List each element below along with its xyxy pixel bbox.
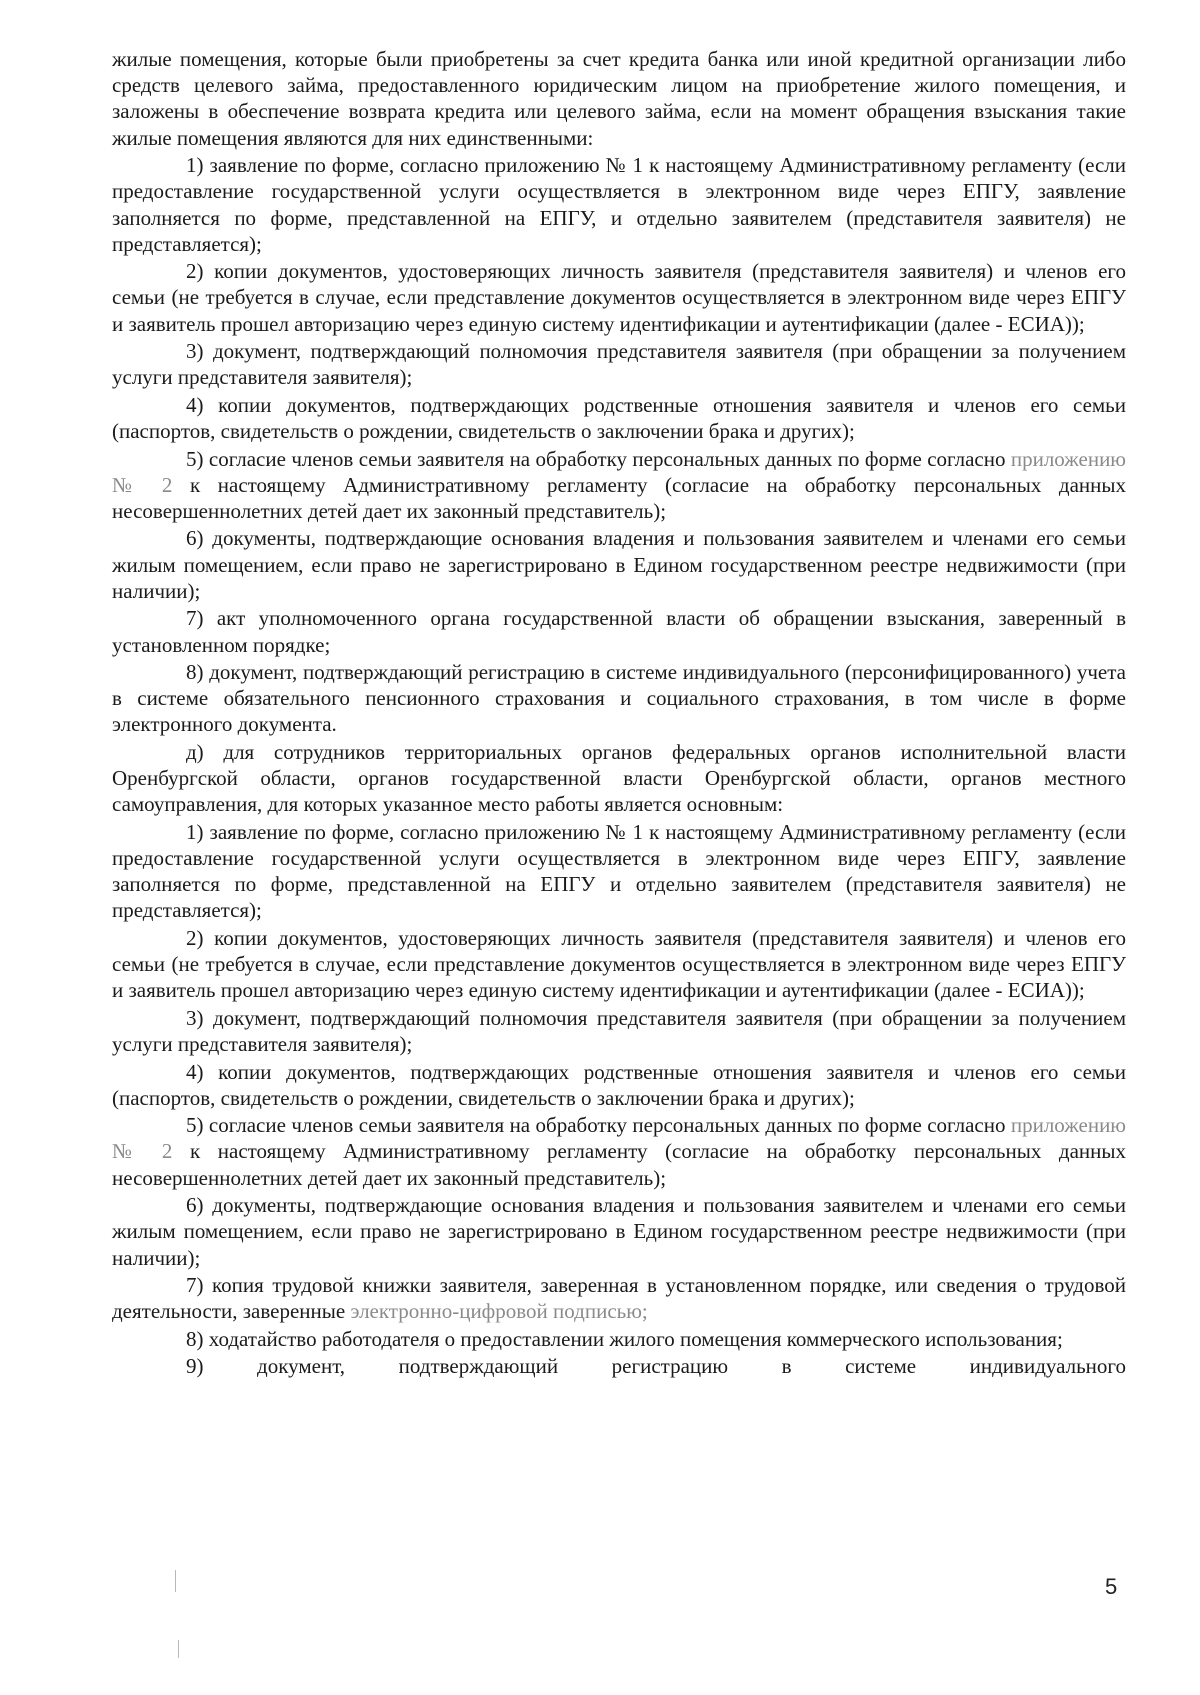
list-item-d-6: 6) документы, подтверждающие основания владения и пользования заявителем и членами его семьи жилым помещением, если право не зарегистрировано в Едином государственном реестре недвижимости (при наличии); <box>112 1193 1126 1270</box>
scan-mark <box>178 1640 179 1658</box>
list-item-d-2: 2) копии документов, удостоверяющих личность заявителя (представителя заявителя) и членов его семьи (не требуется в случае, если представление документов осуществляется в электронном виде через ЕПГУ и заявитель прошел авторизацию через единую систему идентификации и аутентификации (далее - ЕСИА)); <box>112 925 1126 1003</box>
list-item-d-3: 3) документ, подтверждающий полномочия представителя заявителя (при обращении за получением услуги представителя заявителя); <box>112 1005 1126 1057</box>
scan-mark <box>175 1570 176 1592</box>
list-item-7: 7) акт уполномоченного органа государственной власти об обращении взыскания, заверенный в установленном порядке; <box>112 606 1126 657</box>
section-d: д) для сотрудников территориальных органов федеральных органов исполнительной власти Оренбургской области, органов государственной власти Оренбургской области, органов местного самоуправления, для которых указанное место работы является основным: <box>112 739 1126 817</box>
appendix-link: приложению № 2 <box>112 1113 1126 1164</box>
list-item-d-7 <box>112 1272 1126 1324</box>
list-item-d-8: 8) ходатайство работодателя о предоставлении жилого помещения коммерческого использования; <box>186 1326 1063 1351</box>
page-number: 5 <box>1105 1574 1118 1599</box>
list-item-6: 6) документы, подтверждающие основания владения и пользования заявителем и членами его семьи жилым помещением, если право не зарегистрировано в Едином государственном реестре недвижимости (при наличии); <box>112 526 1126 603</box>
list-item-5 <box>112 446 1126 525</box>
list-item-5-text: 5) согласие членов семьи заявителя на обработку персональных данных по форме согласно <box>186 446 1006 471</box>
list-item-d-5-text-end: к настоящему Административному регламенту (согласие на обработку персональных данных несовершеннолетних детей дает их законный представитель); <box>112 1139 1127 1190</box>
list-item-d-5 <box>112 1112 1126 1191</box>
list-item-1: 1) заявление по форме, согласно приложению № 1 к настоящему Административному регламенту (если предоставление государственной услуги осуществляется в электронном виде через ЕПГУ, заявление заполняется по форме, представленной на ЕПГУ, и отдельно заявителем (представителя заявителя) не представляется); <box>112 153 1126 256</box>
document-body <box>112 46 1126 1381</box>
list-item-4: 4) копии документов, подтверждающих родственные отношения заявителя и членов его семьи (паспортов, свидетельств о рождении, свидетельств о заключении брака и других); <box>112 392 1126 444</box>
signature-term: электронно-цифровой подписью; <box>350 1299 648 1324</box>
list-item-d-7-text: 7) копия трудовой книжки заявителя, заверенная в установленном порядке, или сведения о трудовой деятельности, заверенные <box>112 1273 1126 1324</box>
list-item-d-5-text: 5) согласие членов семьи заявителя на обработку персональных данных по форме согласно <box>186 1113 1006 1138</box>
list-item-d-4: 4) копии документов, подтверждающих родственные отношения заявителя и членов его семьи (паспортов, свидетельств о рождении, свидетельств о заключении брака и других); <box>112 1059 1126 1110</box>
list-item-2: 2) копии документов, удостоверяющих личность заявителя (представителя заявителя) и членов его семьи (не требуется в случае, если представление документов осуществляется в электронном виде через ЕПГУ и заявитель прошел авторизацию через единую систему идентификации и аутентификации (далее - ЕСИА)); <box>112 259 1126 336</box>
list-item-d-9: 9) документ, подтверждающий регистрацию в системе индивидуального <box>186 1354 1126 1379</box>
paragraph-intro: жилые помещения, которые были приобретены за счет кредита банка или иной кредитной организации либо средств целевого займа, предоставленного юридическим лицом на приобретение жилого помещения, и заложены в обеспечение возврата кредита или целевого займа, если на момент обращения взыскания такие жилые помещения являются для них единственными: <box>112 47 1126 150</box>
appendix-link: приложению № 2 <box>112 446 1126 497</box>
list-item-8: 8) документ, подтверждающий регистрацию в системе индивидуального (персонифицированного) учета в системе обязательного пенсионного страхования и социального страхования, в том числе в форме электронного документа. <box>112 660 1126 737</box>
list-item-5-text-end: к настоящему Административному регламенту (согласие на обработку персональных данных несовершеннолетних детей дает их законный представитель); <box>112 472 1127 523</box>
list-item-d-1: 1) заявление по форме, согласно приложению № 1 к настоящему Административному регламенту (если предоставление государственной услуги осуществляется в электронном виде через ЕПГУ, заявление заполняется по форме, представленной на ЕПГУ и отдельно заявителем (представителя заявителя) не представляется); <box>112 819 1126 923</box>
list-item-3: 3) документ, подтверждающий полномочия представителя заявителя (при обращении за получением услуги представителя заявителя); <box>112 339 1126 390</box>
